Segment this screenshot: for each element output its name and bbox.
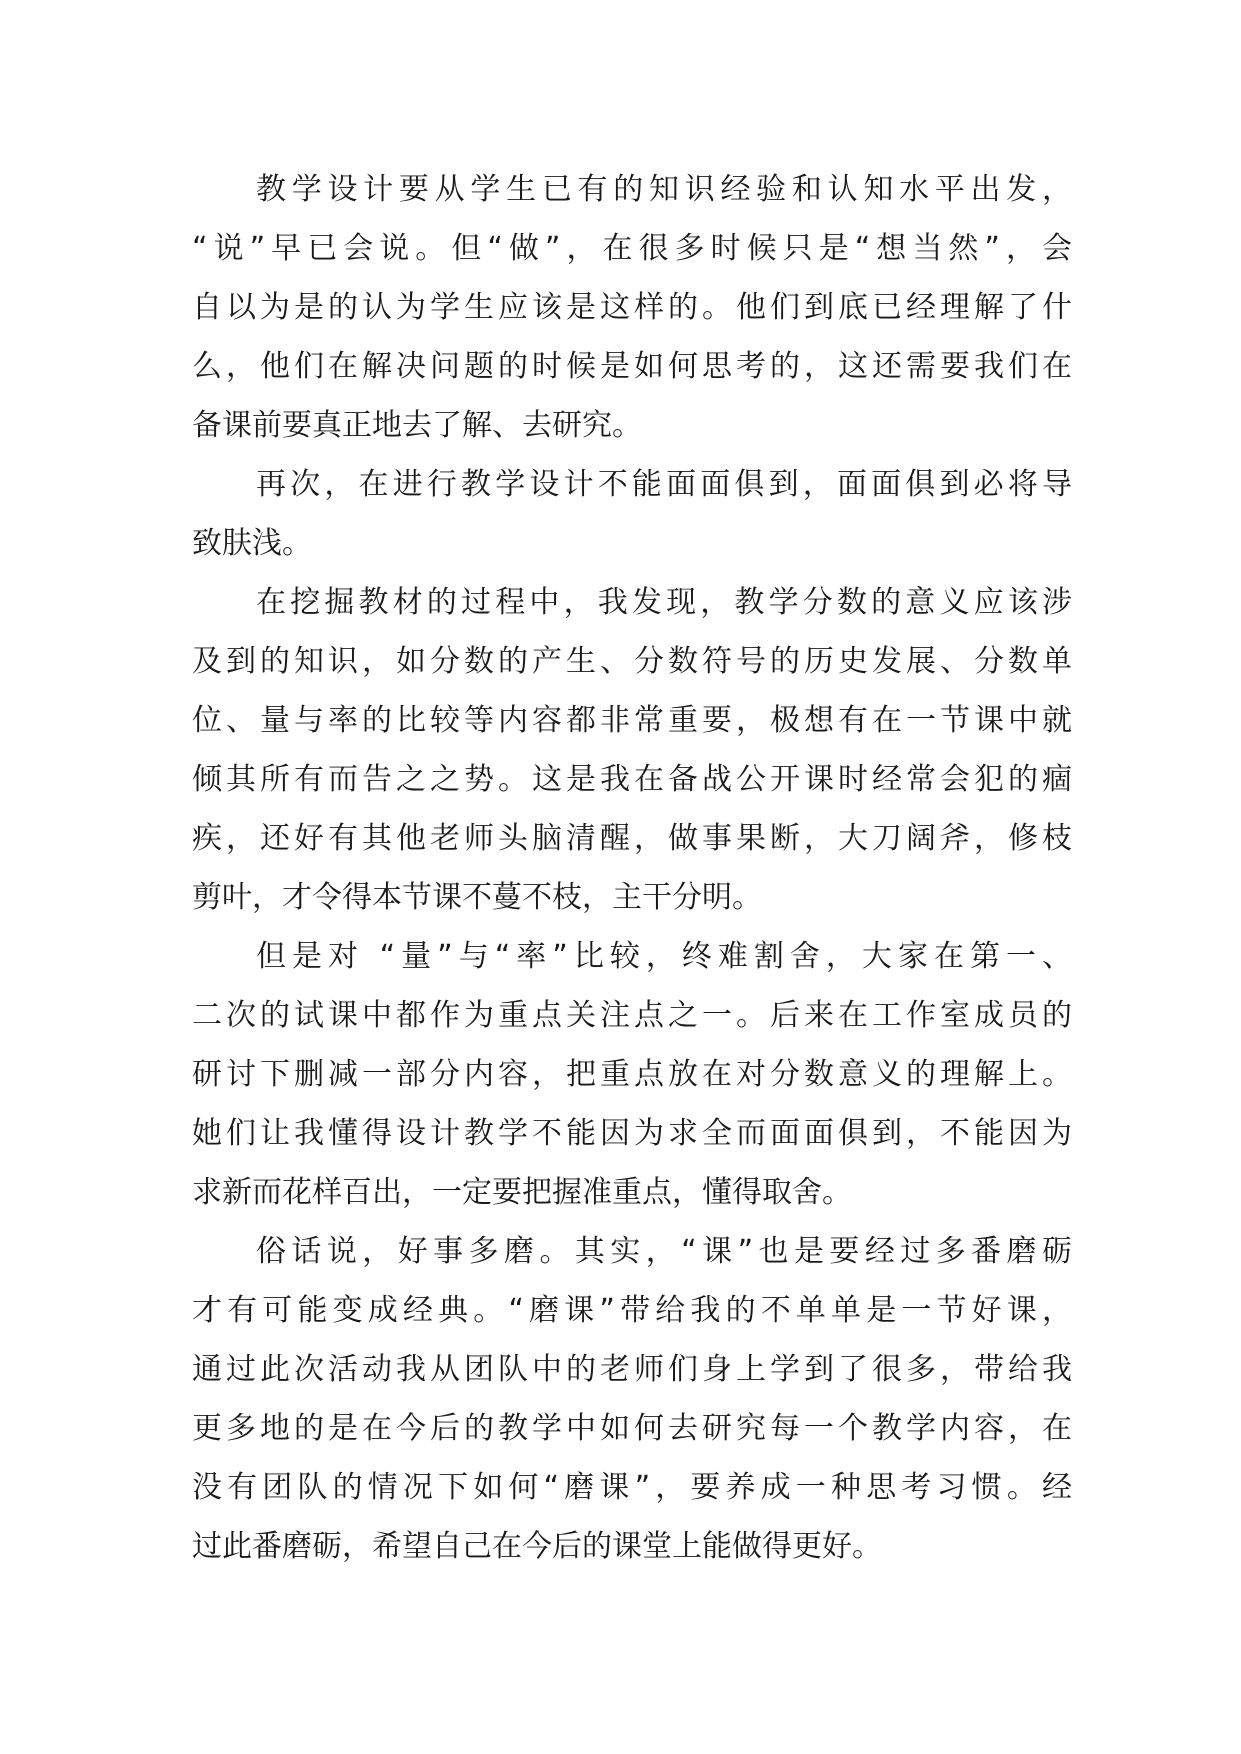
text-line: 俗话说，好事多磨。其实，“课”也是要经过多番磨砺 [256, 1234, 1072, 1269]
text-line: 再次，在进行教学设计不能面面俱到，面面俱到必将导 [256, 467, 1072, 502]
text-line: 才有可能变成经典。“磨课”带给我的不单单是一节好课， [192, 1293, 1072, 1328]
document-body [192, 160, 1072, 1576]
text-line: 备课前要真正地去了解、去研究。 [192, 408, 642, 443]
paragraph-2 [192, 455, 1072, 573]
text-line: 倾其所有而告之之势。这是我在备战公开课时经常会犯的痼 [192, 762, 1072, 797]
text-line: “说”早已会说。但“做”，在很多时候只是“想当然”，会 [192, 231, 1072, 266]
paragraph-4 [192, 927, 1072, 1222]
text-line: 疾，还好有其他老师头脑清醒，做事果断，大刀阔斧，修枝 [192, 821, 1072, 856]
paragraph-3 [192, 573, 1072, 927]
text-line: 么，他们在解决问题的时候是如何思考的，这还需要我们在 [192, 349, 1072, 384]
text-line: 没有团队的情况下如何“磨课”，要养成一种思考习惯。经 [192, 1470, 1072, 1505]
text-line: 剪叶，才令得本节课不蔓不枝，主干分明。 [192, 880, 762, 915]
text-line: 通过此次活动我从团队中的老师们身上学到了很多，带给我 [192, 1352, 1072, 1387]
text-line: 教学设计要从学生已有的知识经验和认知水平出发， [256, 172, 1072, 207]
text-line: 过此番磨砺，希望自己在今后的课堂上能做得更好。 [192, 1529, 882, 1564]
text-line: 致肤浅。 [192, 526, 312, 561]
text-line: 求新而花样百出，一定要把握准重点，懂得取舍。 [192, 1175, 852, 1210]
text-line: 更多地的是在今后的教学中如何去研究每一个教学内容，在 [192, 1411, 1072, 1446]
paragraph-5 [192, 1222, 1072, 1576]
text-line: 在挖掘教材的过程中，我发现，教学分数的意义应该涉 [256, 585, 1072, 620]
text-line: 及到的知识，如分数的产生、分数符号的历史发展、分数单 [192, 644, 1072, 679]
text-line: 自以为是的认为学生应该是这样的。他们到底已经理解了什 [192, 290, 1072, 325]
text-line: 位、量与率的比较等内容都非常重要，极想有在一节课中就 [192, 703, 1072, 738]
text-line: 她们让我懂得设计教学不能因为求全而面面俱到，不能因为 [192, 1116, 1072, 1151]
paragraph-1 [192, 160, 1072, 455]
text-line: 但是对 “量”与“率”比较，终难割舍，大家在第一、 [256, 939, 1072, 974]
text-line: 二次的试课中都作为重点关注点之一。后来在工作室成员的 [192, 998, 1072, 1033]
text-line: 研讨下删减一部分内容，把重点放在对分数意义的理解上。 [192, 1057, 1072, 1092]
